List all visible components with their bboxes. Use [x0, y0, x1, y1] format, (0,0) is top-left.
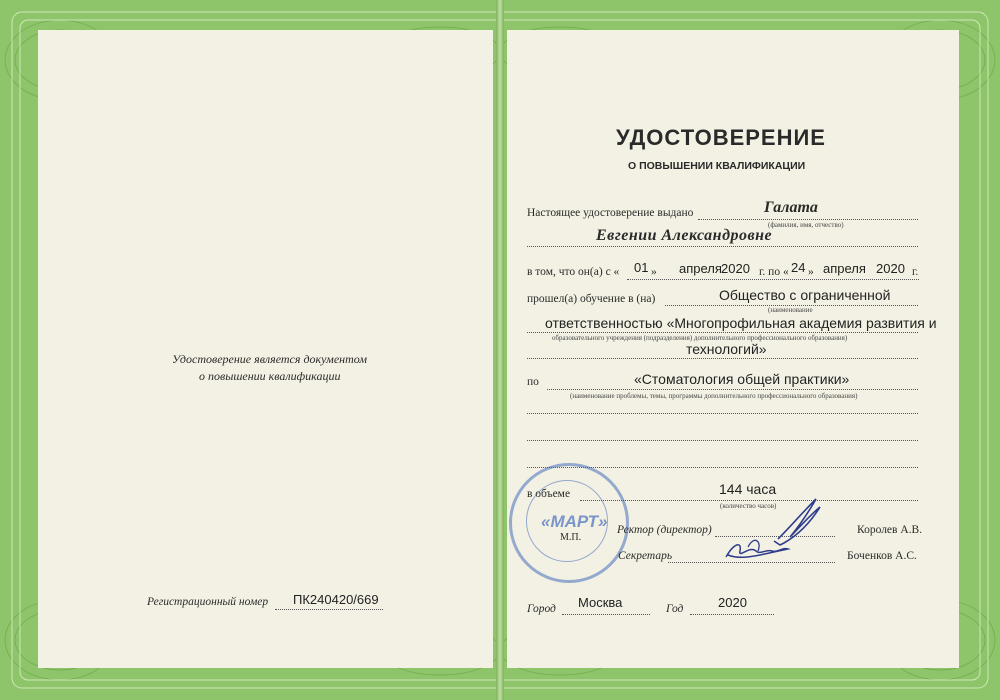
org-line-3: технологий» — [686, 341, 767, 357]
document-subtitle: О ПОВЫШЕНИИ КВАЛИФИКАЦИИ — [628, 160, 806, 172]
program-underline — [547, 389, 918, 390]
month-from: апреля — [679, 261, 722, 276]
org-underline-2 — [527, 332, 918, 333]
year-from: 2020 — [721, 261, 750, 276]
quote-close-2: » — [808, 266, 814, 278]
registration-number: ПК240420/669 — [293, 592, 379, 607]
secretary-label: Секретарь — [618, 550, 673, 562]
g-po-label: г. по « — [759, 266, 789, 278]
org-line-2: ответственностью «Многопрофильная академия развития и — [545, 315, 937, 331]
year-label: Год — [666, 603, 684, 615]
program-label: по — [527, 376, 539, 388]
city-underline — [562, 614, 650, 615]
org-line-1: Общество с ограниченной — [719, 287, 891, 303]
left-page — [38, 30, 493, 668]
org-underline-3 — [527, 358, 918, 359]
day-to: 24 — [791, 260, 806, 275]
year-underline — [690, 614, 774, 615]
day-from: 01 — [634, 260, 649, 275]
rector-label: Ректор (директор) — [617, 524, 712, 536]
rector-name: Королев А.В. — [857, 524, 923, 536]
issued-label: Настоящее удостоверение выдано — [527, 207, 694, 219]
program-name: «Стоматология общей практики» — [634, 371, 850, 387]
trained-label: прошел(а) обучение в (на) — [527, 293, 656, 305]
stamp-text: «МАРТ» — [541, 512, 608, 531]
program-hint: (наименование проблемы, темы, программы дополнительного профессионального образования) — [570, 392, 858, 400]
signatures — [720, 495, 830, 575]
city: Москва — [578, 595, 623, 610]
hours-hint: (количество часов) — [720, 502, 777, 510]
secretary-name: Боченков А.С. — [847, 550, 917, 562]
period-underline — [627, 279, 919, 280]
city-label: Город — [527, 603, 556, 615]
given-names: Евгении Александровне — [596, 227, 773, 244]
surname-underline — [698, 219, 918, 220]
g-end-label: г. — [912, 266, 919, 278]
name-hint: (фамилия, имя, отчество) — [768, 221, 844, 229]
month-to: апреля — [823, 261, 866, 276]
volume-label: в объеме — [527, 488, 571, 500]
year-to: 2020 — [876, 261, 905, 276]
quote-close-1: » — [651, 266, 657, 278]
blank-line-1 — [527, 413, 918, 414]
blank-line-2 — [527, 440, 918, 441]
page-fold — [496, 0, 504, 700]
given-names-underline — [527, 246, 918, 247]
mp-label: М.П. — [560, 532, 582, 543]
year: 2020 — [718, 595, 747, 610]
registration-underline — [275, 609, 383, 610]
surname: Галата — [764, 199, 818, 216]
hours: 144 часа — [719, 481, 777, 497]
period-prefix: в том, что он(а) с « — [527, 266, 620, 278]
statement-line-1: Удостоверение является документом — [172, 352, 367, 366]
registration-label: Регистрационный номер — [147, 596, 269, 608]
org-hint-1: (наименование — [768, 306, 813, 314]
org-hint-2: образовательного учреждения (подразделения) дополнительного профессионального образования) — [552, 334, 848, 342]
document-title: УДОСТОВЕРЕНИЕ — [616, 125, 826, 150]
statement-line-2: о повышении квалификации — [199, 369, 341, 383]
